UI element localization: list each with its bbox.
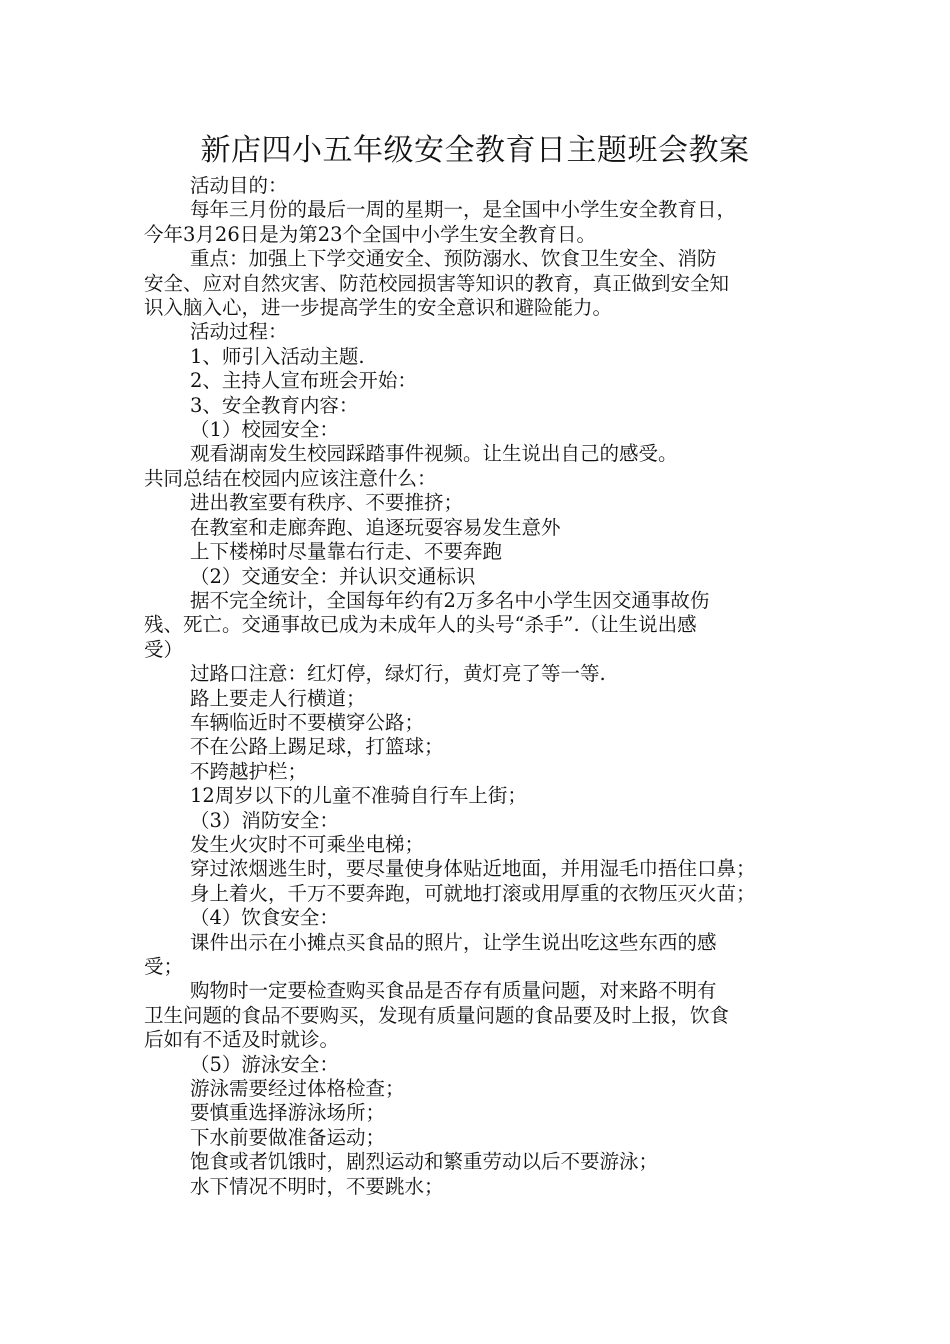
text-line: 12周岁以下的儿童不准骑自行车上街； bbox=[190, 784, 527, 808]
document-title: 新店四小五年级安全教育日主题班会教案 bbox=[200, 133, 750, 168]
text-line: 据不完全统计，全国每年约有2万多名中小学生因交通事故伤 bbox=[190, 588, 710, 612]
text-line: 每年三月份的最后一周的星期一，是全国中小学生安全教育日， bbox=[190, 198, 737, 222]
text-line: 路上要走人行横道； bbox=[190, 686, 366, 710]
text-line: 后如有不适及时就诊。 bbox=[144, 1028, 340, 1052]
text-line: （5）游泳安全： bbox=[190, 1052, 339, 1076]
document-body bbox=[144, 174, 814, 1199]
text-line: 今年3月26日是为第23个全国中小学生安全教育日。 bbox=[144, 222, 597, 246]
text-line: （3）消防安全： bbox=[190, 808, 339, 832]
text-line: 共同总结在校园内应该注意什么： bbox=[144, 466, 437, 490]
text-line: 身上着火，千万不要奔跑，可就地打滚或用厚重的衣物压灭火苗； bbox=[190, 881, 756, 905]
text-line: 残、死亡。交通事故已成为未成年人的头号“杀手”.（让生说出感 bbox=[144, 613, 697, 637]
text-line: 要慎重选择游泳场所； bbox=[190, 1101, 386, 1125]
text-line: 卫生问题的食品不要购买，发现有质量问题的食品要及时上报，饮食 bbox=[144, 1003, 730, 1027]
text-line: 购物时一定要检查购买食品是否存有质量问题，对来路不明有 bbox=[190, 979, 717, 1003]
text-line: 重点：加强上下学交通安全、预防溺水、饮食卫生安全、消防 bbox=[190, 247, 717, 271]
text-line: 课件出示在小摊点买食品的照片，让学生说出吃这些东西的感 bbox=[190, 930, 717, 954]
text-line: 3、安全教育内容： bbox=[190, 393, 359, 417]
text-line: 过路口注意：红灯停，绿灯行，黄灯亮了等一等. bbox=[190, 662, 606, 686]
text-line: 不在公路上踢足球，打篮球； bbox=[190, 735, 444, 759]
text-line: 下水前要做准备运动； bbox=[190, 1125, 386, 1149]
text-line: 受； bbox=[144, 955, 184, 978]
text-line: （4）饮食安全： bbox=[190, 906, 339, 930]
text-line: （1）校园安全： bbox=[190, 418, 339, 442]
text-line: （2）交通安全：并认识交通标识 bbox=[190, 564, 476, 588]
text-line: 识入脑入心，进一步提高学生的安全意识和避险能力。 bbox=[144, 296, 613, 320]
text-line: 2、主持人宣布班会开始： bbox=[190, 369, 417, 393]
text-line: 观看湖南发生校园踩踏事件视频。让生说出自己的感受。 bbox=[190, 442, 678, 466]
text-line: 游泳需要经过体格检查； bbox=[190, 1077, 405, 1101]
text-line: 发生火灾时不可乘坐电梯； bbox=[190, 832, 425, 856]
text-line: 车辆临近时不要横穿公路； bbox=[190, 710, 425, 734]
text-line: 安全、应对自然灾害、防范校园损害等知识的教育，真正做到安全知 bbox=[144, 271, 730, 295]
text-line: 活动目的： bbox=[190, 174, 288, 197]
text-line: 活动过程： bbox=[190, 320, 288, 344]
text-line: 上下楼梯时尽量靠右行走、不要奔跑 bbox=[190, 540, 503, 564]
text-line: 水下情况不明时，不要跳水； bbox=[190, 1174, 444, 1198]
text-line: 穿过浓烟逃生时，要尽量使身体贴近地面，并用湿毛巾捂住口鼻； bbox=[190, 857, 756, 881]
text-line: 进出教室要有秩序、不要推挤； bbox=[190, 491, 464, 515]
text-line: 不跨越护栏； bbox=[190, 759, 308, 783]
text-line: 饱食或者饥饿时，剧烈运动和繁重劳动以后不要游泳； bbox=[190, 1150, 659, 1174]
text-line: 1、师引入活动主题. bbox=[190, 344, 365, 368]
text-line: 受） bbox=[144, 637, 184, 661]
text-line: 在教室和走廊奔跑、追逐玩耍容易发生意外 bbox=[190, 515, 561, 539]
